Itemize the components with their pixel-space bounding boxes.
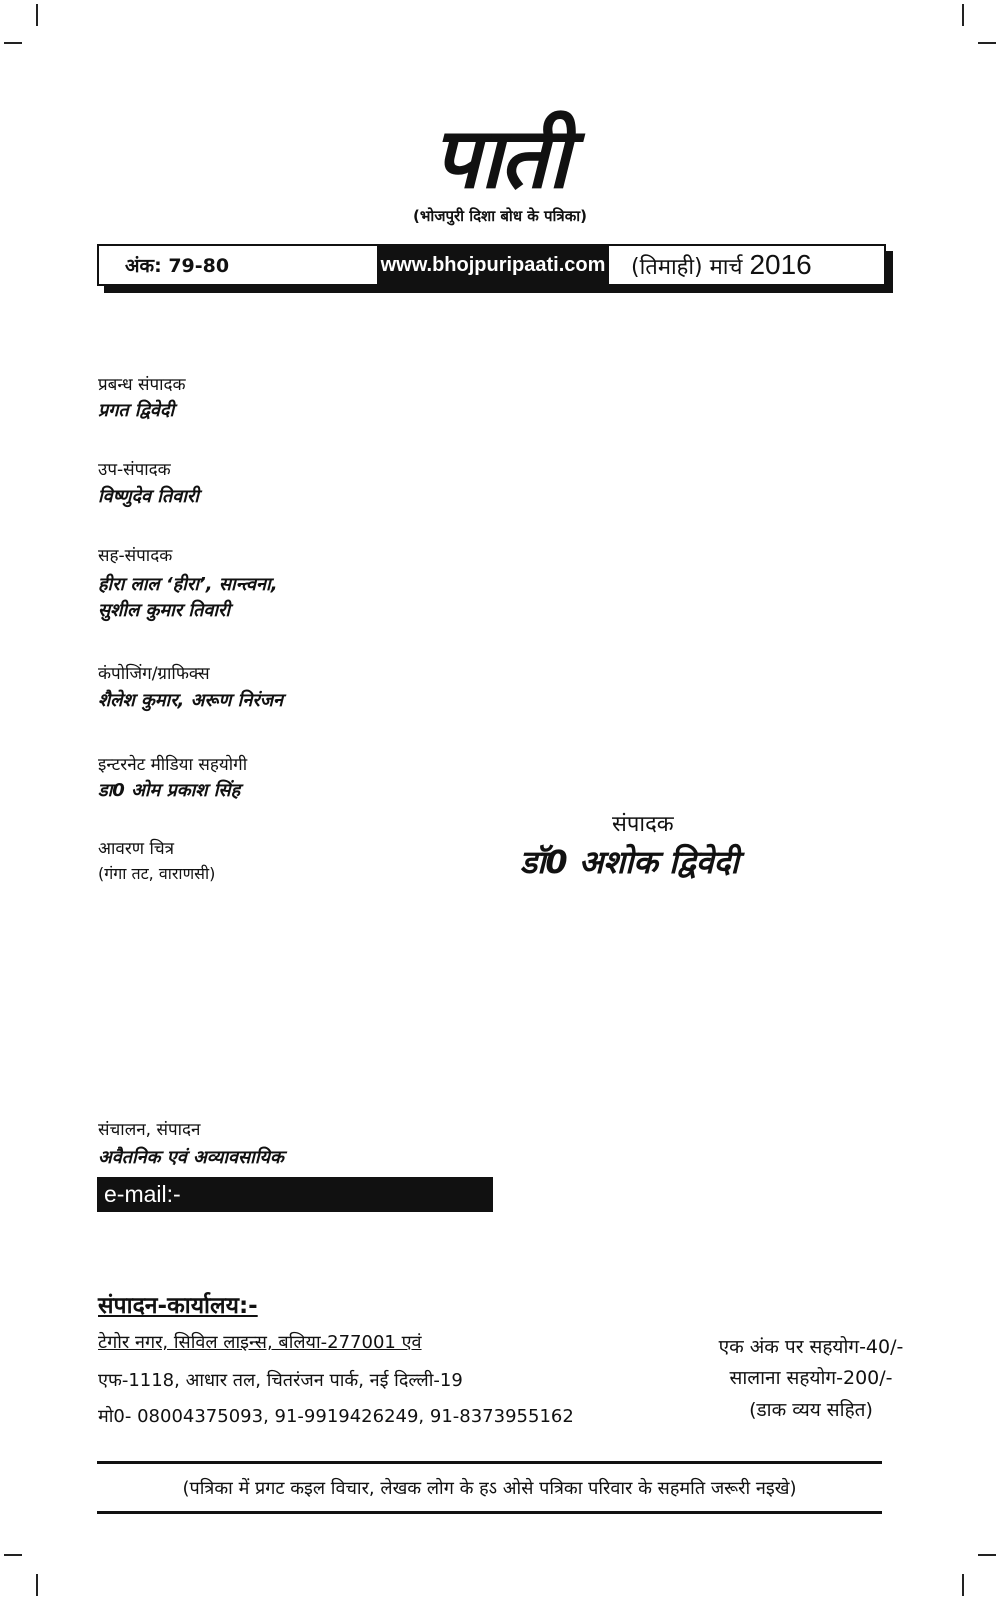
credit-name-continued: सुशील कुमार तिवारी — [98, 600, 231, 621]
editor-name: डॉ0 अशोक द्विवेदी — [520, 843, 739, 881]
issue-number: अंक: 79-80 — [125, 255, 230, 277]
issue-date — [631, 249, 812, 281]
office-heading: संपादन-कार्यालय:- — [98, 1293, 258, 1319]
masthead — [0, 109, 1000, 226]
footer-rule-top — [97, 1461, 882, 1464]
cover-image-caption: (गंगा तट, वाराणसी) — [98, 864, 216, 883]
credit-role: प्रबन्ध संपादक — [98, 375, 186, 395]
office-phone: मो0- 08004375093, 91-9919426249, 91-8373955162 — [98, 1406, 574, 1427]
magazine-logo: पाती — [432, 109, 568, 207]
issue-period: (तिमाही) मार्च — [631, 255, 743, 280]
price-annual: सालाना सहयोग-200/- — [729, 1367, 893, 1389]
credit-name: प्रगत द्विवेदी — [98, 400, 175, 421]
price-note: (डाक व्यय सहित) — [749, 1399, 873, 1421]
crop-mark-bottom-right-h — [978, 1554, 996, 1556]
operation-role: संचालन, संपादन — [98, 1120, 201, 1140]
crop-mark-bottom-left-v — [36, 1574, 38, 1596]
credit-role: आवरण चित्र — [98, 839, 175, 859]
crop-mark-bottom-left-h — [4, 1554, 22, 1556]
credit-name: हीरा लाल ‘हीरा’, सान्त्वना, — [98, 574, 278, 595]
crop-mark-bottom-right-v — [962, 1574, 964, 1596]
credit-role: इन्टरनेट मीडिया सहयोगी — [98, 755, 248, 775]
footer-rule-bottom — [97, 1511, 882, 1514]
magazine-tagline: (भोजपुरी दिशा बोध के पत्रिका) — [413, 207, 587, 225]
issue-info-bar — [97, 244, 886, 286]
email-address[interactable]: e-mail:-ashok.dvivedipaati@gmail.com — [97, 1177, 493, 1212]
editor-label: संपादक — [612, 812, 674, 837]
price-single-issue: एक अंक पर सहयोग-40/- — [718, 1336, 904, 1358]
credit-name: शैलेश कुमार, अरूण निरंजन — [98, 690, 284, 711]
office-address-1: टेगोर नगर, सिविल लाइन्स, बलिया-277001 एवं — [98, 1332, 422, 1353]
crop-mark-top-right-h — [978, 42, 996, 44]
crop-mark-top-left-v — [36, 4, 38, 26]
office-address-2: एफ-1118, आधार तल, चितरंजन पार्क, नई दिल्ली-19 — [98, 1370, 463, 1391]
operation-name: अवैतनिक एवं अव्यावसायिक — [98, 1147, 284, 1168]
credit-role: कंपोजिंग/ग्राफिक्स — [98, 664, 210, 684]
issue-year: 2016 — [749, 249, 812, 280]
credit-role: सह-संपादक — [98, 546, 173, 566]
crop-mark-top-right-v — [962, 4, 964, 26]
website-link[interactable]: www.bhojpuripaati.com — [377, 244, 609, 286]
crop-mark-top-left-h — [4, 42, 22, 44]
credit-name: डा0 ओम प्रकाश सिंह — [98, 780, 241, 801]
disclaimer: (पत्रिका में प्रगट कइल विचार, लेखक लोग के हऽ ओसे पत्रिका परिवार के सहमति जरूरी नइखे) — [182, 1478, 797, 1499]
credit-name: विष्णुदेव तिवारी — [98, 486, 199, 507]
credit-role: उप-संपादक — [98, 460, 171, 480]
